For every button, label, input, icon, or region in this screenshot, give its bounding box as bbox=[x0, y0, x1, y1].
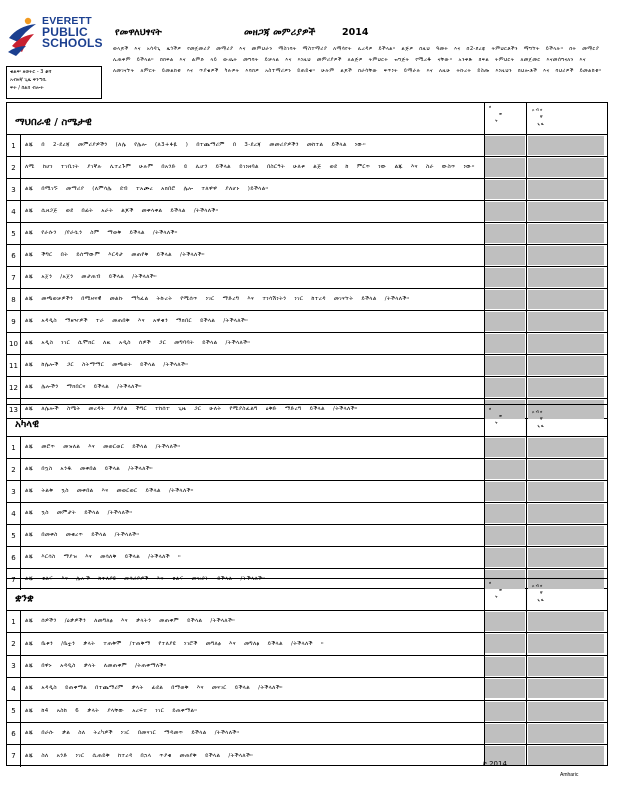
row-question: ልጁ መሮጥ መዝለል እና መወርወር ይችላል /ትችላለች። bbox=[25, 444, 181, 450]
rating-cell-mostly[interactable] bbox=[528, 202, 604, 221]
rating-cell-always[interactable] bbox=[485, 482, 525, 501]
row-number: 3 bbox=[7, 656, 21, 677]
rating-cell-mostly[interactable] bbox=[528, 724, 604, 743]
rating-cell-always[interactable] bbox=[485, 504, 525, 523]
table-row bbox=[7, 134, 607, 156]
column-header-always: ወ bbox=[499, 111, 502, 116]
table-row bbox=[7, 436, 607, 458]
key-line-3: ፍት / ከልክ ብሎት bbox=[10, 85, 44, 91]
row-number: 7 bbox=[7, 745, 21, 766]
section-title: አካላዊ bbox=[15, 419, 39, 430]
rating-cell-mostly[interactable] bbox=[528, 504, 604, 523]
row-number: 5 bbox=[7, 701, 21, 722]
rating-cell-always[interactable] bbox=[485, 224, 525, 243]
table-row bbox=[7, 632, 607, 654]
row-number: 2 bbox=[7, 157, 21, 178]
rating-cell-mostly[interactable] bbox=[528, 460, 604, 479]
rating-cell-mostly[interactable] bbox=[528, 158, 604, 177]
column-header-always: ዘ bbox=[489, 580, 492, 585]
school-logo-icon bbox=[6, 14, 40, 58]
row-number: 3 bbox=[7, 481, 21, 502]
row-question: ልጁ በመቀስ መቁረጥ ይችላል /ትችላለች። bbox=[25, 532, 140, 538]
table-row bbox=[7, 376, 607, 398]
rating-cell-always[interactable] bbox=[485, 158, 525, 177]
table-row bbox=[7, 244, 607, 266]
row-question: ልጁ በዋኑ አዳዲስ ቃላት ለመጠቀም /ትጠቀማለች። bbox=[25, 662, 167, 669]
row-question: ልጁ ሲዘጋጅ ወደ በፊት አራት ልጆች መቀላቀል ይችላል /ትችላለች። bbox=[25, 208, 219, 214]
column-header-mostly: ኛ bbox=[540, 590, 543, 595]
row-number: 12 bbox=[7, 377, 21, 398]
row-number: 1 bbox=[7, 437, 21, 458]
row-question: ልጁ ለሌሎች ስሜት መረዳት ያሳያል ችግር ተከሰተ ጊዜ ጋር ሁለት የሚያስፈልግ ዕቅድ ማድረግ ይችላል /ትችላለች። bbox=[25, 406, 358, 412]
row-question: ልጁ አዳዲስ ማዘዣዎች ተራ መጠበቅ እና አዋቂን ማክበር ይችላል /ትችላለች። bbox=[25, 318, 249, 324]
rating-cell-mostly[interactable] bbox=[528, 612, 604, 631]
rating-cell-mostly[interactable] bbox=[528, 526, 604, 545]
row-number: 7 bbox=[7, 267, 21, 288]
rating-cell-always[interactable] bbox=[485, 356, 525, 375]
row-question: ልጁ ስለ አንድ ነገር ሲጠይቅ ከተረዳ በኋላ ጥያቄ መጠየቅ ይችላል /ትችላለች። bbox=[25, 752, 254, 759]
rating-cell-mostly[interactable] bbox=[528, 180, 604, 199]
rating-cell-always[interactable] bbox=[485, 246, 525, 265]
table-row bbox=[7, 288, 607, 310]
column-header-mostly: ጊ ዜ bbox=[537, 597, 544, 602]
footer-date: ኮ 2014 bbox=[483, 760, 507, 768]
row-number: 4 bbox=[7, 201, 21, 222]
table-row bbox=[7, 178, 607, 200]
rating-cell-mostly[interactable] bbox=[528, 634, 604, 653]
row-question: ልጁ እርሳስ ማያዝ እና መሳለቅ ይችላል /ትችላለች ። bbox=[25, 554, 181, 560]
row-question: ልጁ በራሱ ቃል ስለ ትረካዎች ነገር በመናገር ማዳመጥ ይችላል /ትችላለች። bbox=[25, 730, 240, 737]
rating-cell-always[interactable] bbox=[485, 334, 525, 353]
section-1 bbox=[6, 102, 608, 419]
table-row bbox=[7, 200, 607, 222]
rating-cell-mostly[interactable] bbox=[528, 334, 604, 353]
column-header-always: ዘ bbox=[489, 104, 492, 109]
row-number: 4 bbox=[7, 503, 21, 524]
table-row bbox=[7, 354, 607, 376]
rating-cell-mostly[interactable] bbox=[528, 702, 604, 721]
logo-wordmark bbox=[42, 16, 103, 49]
row-number: 1 bbox=[7, 135, 21, 156]
row-number: 6 bbox=[7, 547, 21, 568]
table-row bbox=[7, 744, 607, 766]
row-question: ልጁ የራሱን /የራሷን ስም ማወቅ ይችላል /ትችላለች። bbox=[25, 230, 178, 236]
column-header-mostly: ጊ ዜ bbox=[537, 423, 544, 428]
row-number: 7 bbox=[7, 569, 21, 590]
logo-line-1: EVERETT bbox=[42, 15, 92, 27]
table-row bbox=[7, 222, 607, 244]
row-question: ልጁ ከ4 አስከ 6 ቃላት ያላቸው አረፍተ ነገር ይጠቀማል። bbox=[25, 707, 198, 714]
column-header-mostly: አ ብ ዛ bbox=[532, 107, 543, 112]
row-question: ልጁ ከሌሎች ጋር ስትማማር መጫወት ይችላል /ትችላለች። bbox=[25, 362, 189, 368]
table-row bbox=[7, 677, 607, 699]
row-question: ልጁ አዳዲስ ይጠቀማል በተጨማሪም ቃላት ፊደል በማወቅ እና መናገር ይችላል /ትችላለች። bbox=[25, 685, 283, 692]
rating-cell-always[interactable] bbox=[485, 724, 525, 743]
row-question: ልጁ መጫወቻዎችን በሚዛናዊ መልኩ ማካፈል ትኩረት የሚሰጥ ነገር ማድረግ እና ተነሳሽነትን ነገር ከተረዳ መገናኘት ይችላል /ትችላለች። bbox=[25, 296, 410, 302]
rating-cell-mostly[interactable] bbox=[528, 657, 604, 676]
table-row bbox=[7, 480, 607, 502]
column-header-always: ዘ bbox=[489, 406, 492, 411]
column-header-mostly: አ ብ ዛ bbox=[532, 409, 543, 414]
column-header-always: ት bbox=[495, 118, 498, 123]
rating-cell-mostly[interactable] bbox=[528, 136, 604, 155]
row-number: 2 bbox=[7, 459, 21, 480]
table-row bbox=[7, 655, 607, 677]
column-header-mostly: ኛ bbox=[540, 416, 543, 421]
rating-cell-always[interactable] bbox=[485, 312, 525, 331]
rating-cell-mostly[interactable] bbox=[528, 268, 604, 287]
rating-cell-mostly[interactable] bbox=[528, 312, 604, 331]
key-line-2: አብዛኛ ጊዜ ቅንጣቢ bbox=[10, 77, 47, 83]
rating-cell-mostly[interactable] bbox=[528, 246, 604, 265]
rating-cell-always[interactable] bbox=[485, 378, 525, 397]
rating-cell-always[interactable] bbox=[485, 180, 525, 199]
rating-cell-mostly[interactable] bbox=[528, 356, 604, 375]
rating-cell-mostly[interactable] bbox=[528, 548, 604, 567]
rating-cell-always[interactable] bbox=[485, 634, 525, 653]
section-title: ማህበራዊ / ስሜታዊ bbox=[15, 117, 92, 128]
rating-key-box bbox=[6, 66, 102, 99]
row-number: 4 bbox=[7, 678, 21, 699]
table-row bbox=[7, 458, 607, 480]
row-question: ለሚ ከሆነ ተገቢነት ያገኛሉ ሊተረጉም ሁሉም በአንድ ይ ሊሆን ይችላል ይገነዘባል በስርዓት ሁለቱ ልጅ ወደ ከ ምርጥ ነው ልጁ እና ስራ ውስጥ ነው። bbox=[25, 164, 475, 170]
row-question: ልጁ በኳስ አንዱ መቀበል ይችላል /ትችላለች። bbox=[25, 466, 153, 472]
table-row bbox=[7, 502, 607, 524]
column-header-always: ወ bbox=[499, 587, 502, 592]
logo-line-3: SCHOOLS bbox=[42, 36, 103, 50]
table-row bbox=[7, 722, 607, 744]
row-question: ልጁ አዲስ ነገር ሲሞክር ለዚ አዲስ ሰዎች ጋር መግባባት ይችላል /ትችላለች። bbox=[25, 340, 251, 346]
table-row bbox=[7, 546, 607, 568]
table-row bbox=[7, 266, 607, 288]
table-row bbox=[7, 310, 607, 332]
rating-cell-always[interactable] bbox=[485, 438, 525, 457]
row-number: 3 bbox=[7, 179, 21, 200]
row-question: ልጁ ቁልፍ እና ሌሎች ከተለያዩ መሳሪያዎች እና ቁልፍ መዝጋት ይችላል /ትችላለች። bbox=[25, 576, 266, 582]
section-2 bbox=[6, 404, 608, 589]
row-question: ልጁ ቤቱን /ቤቷን ቃላት ተጠቅሞ /ተጠቅማ የተለያዩ ነገሮች መግለፅ እና መግለፅ ይችላል /ትችላለች ። bbox=[25, 640, 324, 647]
rating-cell-always[interactable] bbox=[485, 679, 525, 698]
section-3 bbox=[6, 578, 608, 766]
row-number: 9 bbox=[7, 311, 21, 332]
row-question: ልጁ በ 2-ደረጃ መምሪያዎችን (ለሌ የሌሎ (ለ3+ፋዪ ) በተጨማሪም በ 3-ደረጃ መመሪያዎችን መከተል ይችላል ነው። bbox=[25, 142, 366, 148]
column-header-always: ት bbox=[495, 420, 498, 425]
rating-cell-mostly[interactable] bbox=[528, 482, 604, 501]
key-line-1: ቁልፍ፡ ዘወትር - 3 ቆሻ bbox=[10, 69, 52, 75]
row-number: 13 bbox=[7, 399, 21, 420]
row-number: 2 bbox=[7, 633, 21, 654]
header-year: 2014 bbox=[342, 27, 369, 38]
rating-cell-always[interactable] bbox=[485, 268, 525, 287]
column-header-mostly: አ ብ ዛ bbox=[532, 583, 543, 588]
table-row bbox=[7, 700, 607, 722]
table-row bbox=[7, 156, 607, 178]
rating-cell-always[interactable] bbox=[485, 136, 525, 155]
intro-paragraph: ወላጆች እና አሳዳጊ ዜጎችዎ የመጀመሪያ መማሪያ እና መምህራን ማስገባት ማስተማሪያ ለማሳየት ሊረዳዎ ይችላል። ልጅዎ በዚህ ዓመት እና በ2-ደረጃ ትምህርቶችን ማግኘት ይችላሉ። በት መማርያ ሊጠቅም ይችላል። በክፍል እና ልምድ ላይ ውጤት መግባት ይቻላል እና እነዚህ መምሪያዎች ለልጅዎ ትምህርት ዝግጅት የሚረዱ ናቸው። አንቀጽ ክፍል ትምህርት ለመጀመር እናመሰግናለን እና ለመገናኘት ለምርት ይመልከቱ እና ጥያቄዎች ካሉዎት እባክዎ አስተማሪዎን ይጠይቁ። ሁሉም ልጆች በራሳቸው ፍጥነት ይማራሉ እና ለዚሁ ትኩረት ይስጡ እነዚህን ክህሎቶች እና ባህሪዎች ይመልከቱ። bbox=[113, 46, 602, 74]
row-question: ልጁ ችግር በት ይሰማውም እርዳታ መጠየቅ ይችላል /ትችላለች። bbox=[25, 252, 205, 258]
header-title-mid: መዘጋጃ መምሪያዎች bbox=[244, 27, 316, 38]
row-number: 5 bbox=[7, 223, 21, 244]
column-header-always: ት bbox=[495, 594, 498, 599]
table-row bbox=[7, 610, 607, 632]
rating-cell-mostly[interactable] bbox=[528, 438, 604, 457]
rating-cell-always[interactable] bbox=[485, 702, 525, 721]
row-question: ልጁ ኳስ መምታት ይችላል /ትችላለች። bbox=[25, 510, 133, 516]
section-title: ቋንቋ bbox=[15, 593, 34, 604]
rating-cell-mostly[interactable] bbox=[528, 290, 604, 309]
rating-cell-always[interactable] bbox=[485, 612, 525, 631]
rating-cell-mostly[interactable] bbox=[528, 746, 604, 765]
rating-cell-mostly[interactable] bbox=[528, 679, 604, 698]
rating-cell-always[interactable] bbox=[485, 202, 525, 221]
column-header-mostly: ኛ bbox=[540, 114, 543, 119]
rating-cell-always[interactable] bbox=[485, 657, 525, 676]
row-number: 11 bbox=[7, 355, 21, 376]
header-title-left: የመዋለህፃናት bbox=[115, 27, 162, 38]
row-question: ልጁ ሰዎችን /ዕቃዎችን ለመግለፅ እና ቃላትን መጠቀም ይችላል /ትችላለች። bbox=[25, 618, 236, 625]
row-number: 1 bbox=[7, 611, 21, 632]
row-question: ልጁ ሌሎችን ማክበርና ይችላል /ትችላለች። bbox=[25, 384, 142, 390]
rating-cell-mostly[interactable] bbox=[528, 378, 604, 397]
logo-line-2: PUBLIC bbox=[42, 25, 88, 39]
row-number: 5 bbox=[7, 525, 21, 546]
column-header-mostly: ጊ ዜ bbox=[537, 121, 544, 126]
rating-cell-always[interactable] bbox=[485, 290, 525, 309]
rating-cell-always[interactable] bbox=[485, 526, 525, 545]
table-row bbox=[7, 524, 607, 546]
table-row bbox=[7, 332, 607, 354]
row-number: 8 bbox=[7, 289, 21, 310]
row-number: 10 bbox=[7, 333, 21, 354]
row-number: 6 bbox=[7, 723, 21, 744]
row-question: ልጁ ትልቅ ኳስ መቀበል እና መወርወር ይችላል /ትችላለች። bbox=[25, 488, 194, 494]
rating-cell-mostly[interactable] bbox=[528, 224, 604, 243]
column-header-always: ወ bbox=[499, 413, 502, 418]
rating-cell-always[interactable] bbox=[485, 548, 525, 567]
rating-cell-always[interactable] bbox=[485, 460, 525, 479]
row-number: 6 bbox=[7, 245, 21, 266]
logo bbox=[6, 14, 102, 60]
footer-language: Amharic bbox=[560, 772, 579, 778]
row-question: ልጁ አጀን /አጀን መታጠብ ይችላል /ትችላለች። bbox=[25, 274, 157, 280]
row-question: ልጁ በሚገኙ መማሪያ (ለምሳሌ ደብ ተአጮረ አክበሮ ሌሎ ተለዋዋ ያለሆኑ )ይችላል። bbox=[25, 186, 269, 192]
